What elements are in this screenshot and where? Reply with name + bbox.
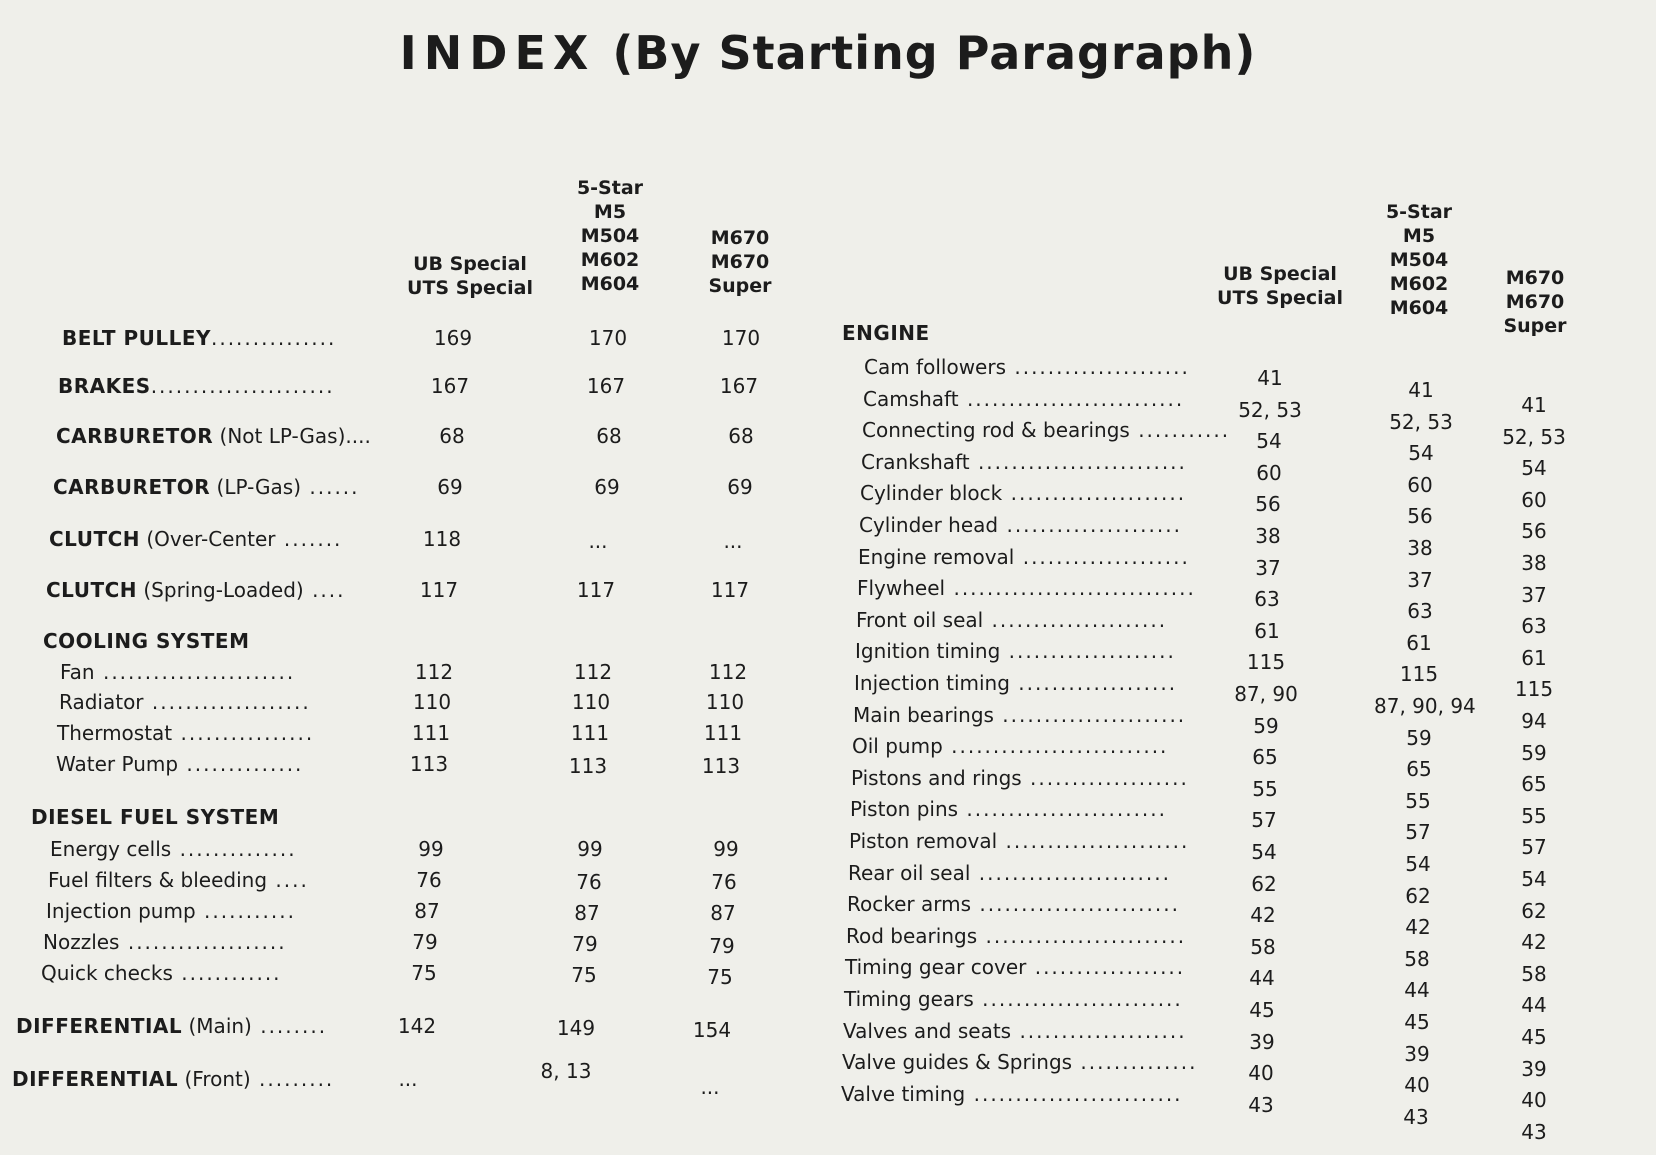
leader-dots: ........... (195, 899, 296, 923)
leader-dots: .......................... (958, 387, 1185, 411)
engine-page-reference: 55 (1521, 804, 1547, 828)
entry-title: Fuel filters & bleeding (48, 868, 268, 892)
engine-page-reference: 87, 90, 94 (1374, 694, 1476, 718)
engine-page-reference: 58 (1404, 947, 1430, 971)
right-column-header-2 (1360, 200, 1478, 320)
engine-page-reference: 42 (1250, 903, 1276, 927)
leader-dots: ......................... (969, 450, 1187, 474)
leader-dots: ......................... (965, 1082, 1183, 1106)
engine-entry-label (844, 987, 1183, 1011)
entry-title: DIFFERENTIAL (12, 1067, 179, 1091)
right-header-line: M602 (1389, 273, 1449, 295)
engine-page-reference: 59 (1406, 726, 1432, 750)
entry-title: Fan (60, 660, 95, 684)
entry-title: DIFFERENTIAL (16, 1014, 183, 1038)
engine-page-reference: 61 (1406, 631, 1432, 655)
engine-page-reference: 45 (1521, 1025, 1547, 1049)
entry-title: BELT PULLEY (62, 326, 211, 350)
engine-entry-label (846, 924, 1187, 948)
entry-title: CLUTCH (46, 578, 138, 602)
right-header-line: UB Special (1223, 263, 1337, 285)
engine-index-row (0, 1082, 1600, 1144)
right-header-line: Super (1503, 315, 1567, 337)
engine-entry-label (841, 1082, 1181, 1106)
page-reference: 76 (576, 870, 602, 894)
engine-page-reference: 44 (1249, 966, 1275, 990)
entry-title: Nozzles (43, 930, 120, 954)
engine-page-reference: 43 (1521, 1120, 1547, 1144)
engine-page-reference: 37 (1255, 556, 1281, 580)
engine-page-reference: 63 (1521, 614, 1547, 638)
engine-entry-label (854, 671, 1189, 695)
page-reference: 76 (711, 870, 737, 894)
page-reference: 117 (576, 578, 616, 602)
leader-dots: ................... (119, 930, 287, 954)
engine-page-reference: 59 (1521, 741, 1547, 765)
page-reference: 112 (573, 660, 613, 684)
page-reference: 87 (414, 899, 440, 923)
left-header-line: M5 (593, 201, 627, 223)
leader-dots: ................ (172, 721, 315, 745)
section-heading: DIESEL FUEL SYSTEM (31, 805, 280, 829)
page-reference: ... (398, 1067, 418, 1091)
engine-entry-label (860, 481, 1193, 505)
title-main: INDEX (399, 26, 596, 80)
page-reference: 117 (419, 578, 459, 602)
engine-page-reference: 40 (1404, 1073, 1430, 1097)
engine-entry-label (849, 829, 1190, 853)
page-reference: 154 (692, 1018, 732, 1042)
page-reference: 117 (710, 578, 750, 602)
page-reference: 167 (586, 374, 626, 398)
page-reference: 79 (709, 934, 735, 958)
engine-page-reference: 62 (1521, 899, 1547, 923)
leader-dots: ...................... (993, 703, 1187, 727)
engine-entry-title: Crankshaft (861, 450, 970, 474)
section-heading: COOLING SYSTEM (43, 629, 250, 653)
left-column-header-1 (395, 252, 545, 300)
engine-page-reference: 38 (1521, 551, 1547, 575)
leader-dots: .............. (1072, 1050, 1198, 1074)
engine-page-reference: 56 (1255, 492, 1281, 516)
page-reference: ... (700, 1075, 720, 1099)
left-header-line: M670 (710, 227, 770, 249)
engine-entry-title: Engine removal (858, 545, 1015, 569)
leader-dots: ........................ (971, 892, 1180, 916)
page-reference: 110 (412, 690, 452, 714)
right-header-line: M604 (1389, 297, 1449, 319)
page-reference: 118 (422, 527, 462, 551)
page-reference: 76 (416, 868, 442, 892)
page-reference: 113 (409, 752, 449, 776)
engine-page-reference: 43 (1248, 1093, 1274, 1117)
leader-dots: ................... (1009, 671, 1178, 695)
page-title (0, 26, 1656, 80)
engine-entry-label (862, 418, 1231, 442)
engine-entry-title: Valves and seats (843, 1019, 1012, 1043)
engine-page-reference: 41 (1521, 393, 1547, 417)
page-reference: 170 (588, 326, 628, 350)
leader-dots: ...... (301, 475, 360, 499)
engine-page-reference: 39 (1404, 1042, 1430, 1066)
engine-entry-title: Connecting rod & bearings (862, 418, 1130, 442)
left-column-header-2 (545, 176, 675, 296)
leader-dots: .................... (1011, 1019, 1187, 1043)
entry-title: Radiator (59, 690, 144, 714)
leader-dots: .............. (171, 837, 297, 861)
engine-page-reference: 57 (1405, 820, 1431, 844)
engine-entry-title: Piston removal (849, 829, 998, 853)
engine-entry-title: Front oil seal (856, 608, 984, 632)
right-header-line: M5 (1402, 225, 1436, 247)
page-reference: ... (588, 529, 608, 553)
engine-entry-label (843, 1019, 1187, 1043)
engine-entry-title: Cylinder block (860, 481, 1003, 505)
page-reference: 99 (713, 837, 739, 861)
engine-page-reference: 54 (1251, 840, 1277, 864)
entry-title: CARBURETOR (56, 424, 214, 448)
page-reference: 169 (433, 326, 473, 350)
leader-dots: ..................... (998, 513, 1182, 537)
engine-page-reference: 59 (1253, 714, 1279, 738)
engine-entry-title: Rod bearings (846, 924, 978, 948)
engine-page-reference: 63 (1407, 599, 1433, 623)
engine-page-reference: 55 (1252, 777, 1278, 801)
page-reference: 110 (571, 690, 611, 714)
page-reference: 111 (570, 721, 610, 745)
engine-entry-label (842, 1050, 1198, 1074)
right-header-line: M504 (1389, 249, 1449, 271)
engine-entry-title: Cylinder head (859, 513, 999, 537)
page-reference: 68 (596, 424, 622, 448)
title-sub: (By Starting Paragraph) (612, 26, 1257, 80)
engine-page-reference: 39 (1249, 1030, 1275, 1054)
leader-dots: ................... (143, 690, 311, 714)
engine-page-reference: 63 (1254, 587, 1280, 611)
leader-dots: .... (303, 578, 346, 602)
leader-dots: ........ (251, 1014, 328, 1038)
left-header-line: M670 (710, 251, 770, 273)
right-header-line: M670 (1505, 291, 1565, 313)
engine-page-reference: 87, 90 (1234, 682, 1298, 706)
engine-page-reference: 38 (1255, 524, 1281, 548)
page-reference: 99 (418, 837, 444, 861)
engine-page-reference: 65 (1252, 745, 1278, 769)
engine-page-reference: 62 (1251, 872, 1277, 896)
left-header-line: M604 (580, 273, 640, 295)
engine-entry-title: Piston pins (850, 797, 959, 821)
leader-dots: ..................... (1002, 481, 1187, 505)
engine-page-reference: 61 (1254, 619, 1280, 643)
engine-entry-title: Camshaft (863, 387, 959, 411)
page-reference: 110 (705, 690, 745, 714)
engine-entry-title: Ignition timing (855, 639, 1001, 663)
section-heading-engine: ENGINE (842, 321, 930, 345)
leader-dots: ...................... (150, 374, 335, 398)
engine-page-reference: 43 (1403, 1105, 1429, 1129)
page-reference: 170 (721, 326, 761, 350)
leader-dots: .................. (1026, 955, 1186, 979)
engine-page-reference: 115 (1399, 662, 1439, 686)
leader-dots: .......................... (942, 734, 1169, 758)
leader-dots: ............... (210, 326, 337, 350)
engine-entry-label (863, 387, 1194, 411)
page-reference: 75 (707, 965, 733, 989)
leader-dots: ....................... (94, 660, 296, 684)
engine-entry-label (851, 766, 1187, 790)
entry-title: Injection pump (46, 899, 196, 923)
page-reference: 167 (430, 374, 470, 398)
engine-page-reference: 42 (1521, 930, 1547, 954)
entry-qualifier: (Over-Center (140, 527, 276, 551)
left-column-header-3 (675, 226, 805, 298)
engine-entry-label (850, 797, 1187, 821)
page-reference: 113 (568, 754, 608, 778)
page-reference: ... (723, 529, 743, 553)
index-row (0, 326, 800, 356)
leader-dots: .................... (1014, 545, 1190, 569)
engine-page-reference: 65 (1521, 772, 1547, 796)
engine-page-reference: 115 (1514, 677, 1554, 701)
left-header-line: 5-Star (576, 177, 644, 199)
leader-dots: ...................... (997, 829, 1190, 853)
right-header-line: M670 (1505, 267, 1565, 289)
engine-page-reference: 56 (1407, 504, 1433, 528)
leader-dots: ......... (250, 1067, 335, 1091)
leader-dots: ............ (172, 961, 282, 985)
page-reference: 8, 13 (540, 1059, 592, 1083)
engine-entry-title: Pistons and rings (851, 766, 1022, 790)
engine-page-reference: 40 (1521, 1088, 1547, 1112)
leader-dots: ........................ (977, 924, 1187, 948)
engine-entry-title: Cam followers (864, 355, 1006, 379)
page-reference: 99 (577, 837, 603, 861)
engine-page-reference: 41 (1257, 366, 1283, 390)
page-reference: 167 (719, 374, 759, 398)
engine-page-reference: 57 (1251, 808, 1277, 832)
page-reference: 69 (727, 475, 753, 499)
leader-dots: .............. (178, 752, 304, 776)
engine-entry-label (855, 639, 1190, 663)
engine-entry-label (861, 450, 1193, 474)
engine-entry-title: Main bearings (853, 703, 994, 727)
entry-label (62, 326, 408, 350)
entry-title: CARBURETOR (53, 475, 211, 499)
leader-dots: ................... (1021, 766, 1189, 790)
right-column-header-3 (1485, 266, 1585, 338)
leader-dots: ........................ (958, 797, 1167, 821)
left-header-line: M504 (580, 225, 640, 247)
engine-page-reference: 52, 53 (1389, 410, 1453, 434)
engine-entry-title: Rear oil seal (848, 861, 971, 885)
engine-entry-title: Oil pump (852, 734, 943, 758)
page-reference: 69 (594, 475, 620, 499)
engine-entry-label (859, 513, 1192, 537)
engine-page-reference: 39 (1521, 1057, 1547, 1081)
engine-page-reference: 45 (1404, 1010, 1430, 1034)
entry-title: Energy cells (50, 837, 172, 861)
engine-entry-label (853, 703, 1188, 727)
engine-page-reference: 37 (1521, 583, 1547, 607)
engine-page-reference: 65 (1406, 757, 1432, 781)
engine-page-reference: 41 (1408, 378, 1434, 402)
right-header-line: UTS Special (1217, 287, 1343, 309)
engine-page-reference: 54 (1405, 852, 1431, 876)
engine-entry-label (848, 861, 1185, 885)
engine-page-reference: 115 (1246, 650, 1286, 674)
page-reference: 68 (439, 424, 465, 448)
engine-entry-label (858, 545, 1191, 569)
page-reference: 69 (437, 475, 463, 499)
left-header-line: UTS Special (407, 277, 533, 299)
page-reference: 113 (701, 754, 741, 778)
engine-page-reference: 52, 53 (1238, 398, 1302, 422)
engine-entry-label (864, 355, 1195, 379)
leader-dots: .... (267, 868, 309, 892)
entry-title: BRAKES (58, 374, 151, 398)
page-reference: 111 (411, 721, 451, 745)
page-reference: 68 (728, 424, 754, 448)
engine-page-reference: 58 (1250, 935, 1276, 959)
engine-entry-label (857, 576, 1196, 600)
leader-dots: ..................... (1006, 355, 1190, 379)
entry-qualifier: (Main) (182, 1014, 252, 1038)
entry-qualifier: (Not LP-Gas).... (213, 424, 371, 448)
engine-page-reference: 62 (1405, 884, 1431, 908)
page-reference: 87 (710, 901, 736, 925)
engine-page-reference: 42 (1405, 915, 1431, 939)
engine-page-reference: 61 (1521, 646, 1547, 670)
engine-page-reference: 45 (1249, 998, 1275, 1022)
engine-entry-label (852, 734, 1188, 758)
engine-page-reference: 54 (1408, 441, 1434, 465)
engine-page-reference: 44 (1404, 978, 1430, 1002)
page-reference: 79 (412, 930, 438, 954)
page-reference: 112 (708, 660, 748, 684)
leader-dots: ....................... (970, 861, 1171, 885)
page-reference: 149 (556, 1016, 596, 1040)
left-header-line: Super (708, 275, 772, 297)
entry-qualifier: (Front) (178, 1067, 251, 1091)
leader-dots: ........................ (973, 987, 1183, 1011)
leader-dots: ............................. (945, 576, 1196, 600)
right-header-line: 5-Star (1385, 201, 1453, 223)
leader-dots: ..................... (983, 608, 1168, 632)
left-header-line: M602 (580, 249, 640, 271)
entry-title: CLUTCH (49, 527, 141, 551)
engine-page-reference: 54 (1521, 867, 1547, 891)
engine-entry-title: Timing gears (844, 987, 974, 1011)
engine-page-reference: 60 (1256, 461, 1282, 485)
engine-page-reference: 40 (1248, 1061, 1274, 1085)
engine-page-reference: 38 (1407, 536, 1433, 560)
engine-entry-title: Rocker arms (847, 892, 972, 916)
engine-page-reference: 60 (1521, 488, 1547, 512)
engine-page-reference: 57 (1521, 835, 1547, 859)
engine-page-reference: 52, 53 (1502, 425, 1566, 449)
page-reference: 75 (411, 961, 437, 985)
engine-page-reference: 56 (1521, 519, 1547, 543)
engine-entry-title: Flywheel (857, 576, 946, 600)
engine-entry-title: Injection timing (854, 671, 1010, 695)
engine-page-reference: 58 (1521, 962, 1547, 986)
entry-qualifier: (LP-Gas) (210, 475, 302, 499)
engine-entry-title: Valve guides & Springs (842, 1050, 1073, 1074)
engine-page-reference: 94 (1521, 709, 1547, 733)
engine-page-reference: 54 (1521, 456, 1547, 480)
engine-page-reference: 55 (1405, 789, 1431, 813)
engine-page-reference: 37 (1407, 568, 1433, 592)
entry-title: Thermostat (57, 721, 173, 745)
engine-entry-title: Timing gear cover (845, 955, 1027, 979)
leader-dots: .................... (1000, 639, 1176, 663)
entry-qualifier: (Spring-Loaded) (137, 578, 304, 602)
engine-entry-title: Valve timing (841, 1082, 966, 1106)
engine-page-reference: 44 (1521, 993, 1547, 1017)
page-reference: 112 (414, 660, 454, 684)
leader-dots: ....... (275, 527, 343, 551)
engine-entry-label (845, 955, 1184, 979)
engine-page-reference: 54 (1256, 429, 1282, 453)
engine-entry-label (856, 608, 1190, 632)
page-reference: 75 (571, 963, 597, 987)
engine-page-reference: 60 (1407, 473, 1433, 497)
page-reference: 79 (572, 932, 598, 956)
entry-title: Quick checks (41, 961, 173, 985)
page-reference: 87 (574, 901, 600, 925)
leader-dots: ........... (1129, 418, 1231, 442)
page-reference: 142 (397, 1014, 437, 1038)
left-header-line: UB Special (413, 253, 527, 275)
page-reference: 111 (703, 721, 743, 745)
engine-entry-label (847, 892, 1185, 916)
entry-title: Water Pump (56, 752, 179, 776)
right-column-header-1 (1205, 262, 1355, 310)
